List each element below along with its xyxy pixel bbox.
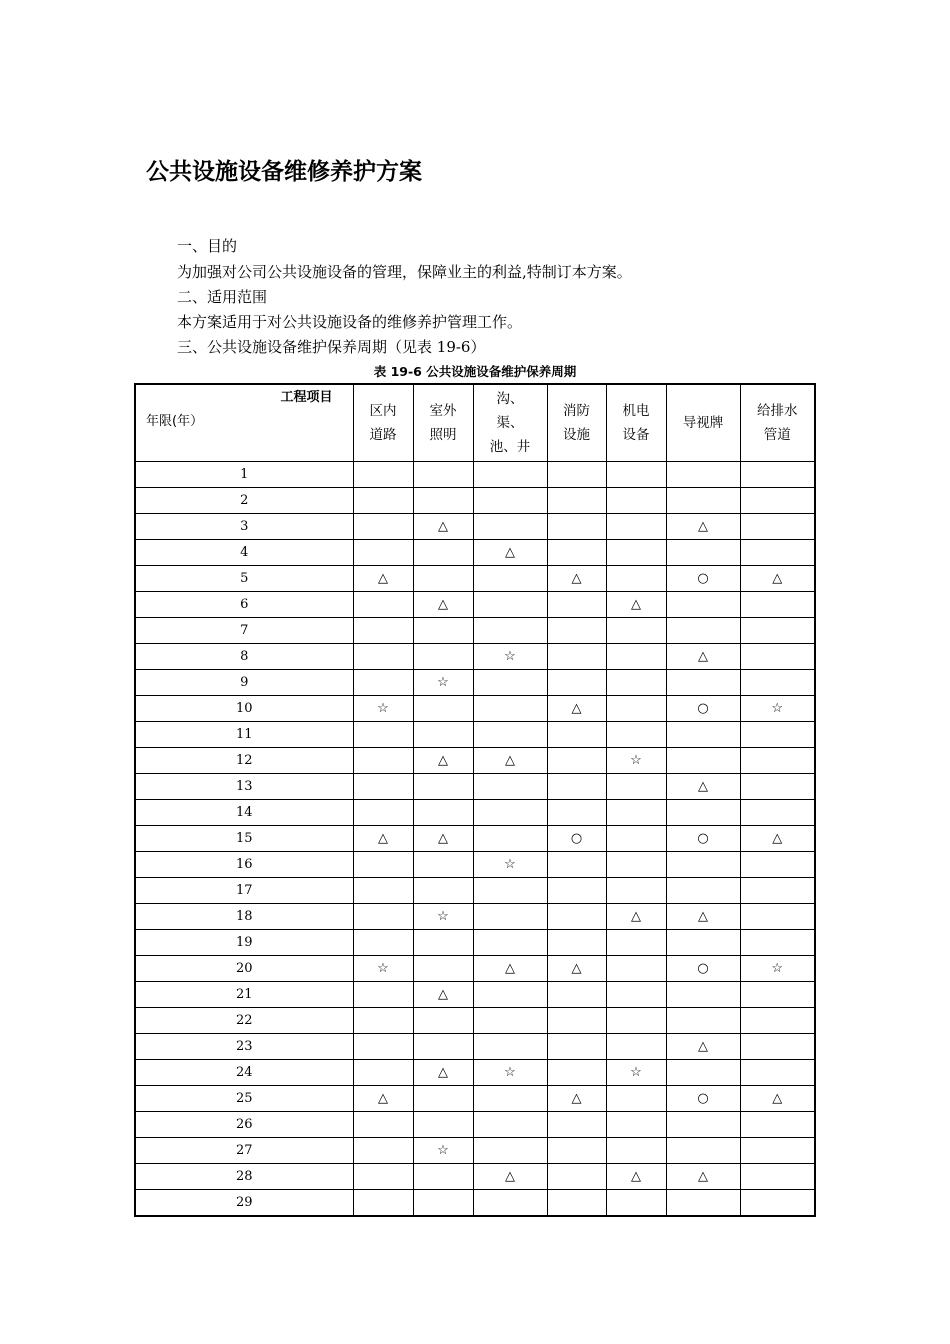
schedule-cell: ○ bbox=[666, 826, 740, 852]
scope-text: 本方案适用于对公共设施设备的维修养护管理工作。 bbox=[177, 313, 523, 331]
schedule-cell bbox=[473, 1190, 547, 1217]
schedule-cell bbox=[413, 1034, 473, 1060]
table-row bbox=[135, 956, 815, 982]
table-row bbox=[135, 644, 815, 670]
column-header-line: 渠、 bbox=[496, 415, 524, 431]
schedule-cell bbox=[547, 540, 606, 566]
year-cell: 19 bbox=[135, 930, 353, 956]
column-header bbox=[413, 384, 473, 462]
schedule-cell bbox=[606, 618, 666, 644]
schedule-cell bbox=[473, 1034, 547, 1060]
schedule-cell bbox=[740, 514, 815, 540]
schedule-cell: ☆ bbox=[353, 956, 413, 982]
schedule-cell bbox=[473, 488, 547, 514]
schedule-cell bbox=[666, 1190, 740, 1217]
schedule-cell: △ bbox=[547, 1086, 606, 1112]
table-row bbox=[135, 800, 815, 826]
schedule-cell bbox=[606, 670, 666, 696]
schedule-cell: ☆ bbox=[413, 904, 473, 930]
schedule-cell bbox=[473, 1138, 547, 1164]
schedule-cell bbox=[473, 592, 547, 618]
schedule-cell bbox=[413, 1164, 473, 1190]
schedule-cell bbox=[606, 540, 666, 566]
schedule-cell: △ bbox=[666, 514, 740, 540]
schedule-cell: ☆ bbox=[353, 696, 413, 722]
schedule-cell: ☆ bbox=[473, 1060, 547, 1086]
year-cell: 10 bbox=[135, 696, 353, 722]
schedule-cell bbox=[547, 514, 606, 540]
table-row bbox=[135, 1138, 815, 1164]
schedule-cell bbox=[666, 1138, 740, 1164]
schedule-cell bbox=[740, 592, 815, 618]
year-cell: 15 bbox=[135, 826, 353, 852]
schedule-cell bbox=[666, 670, 740, 696]
table-row bbox=[135, 670, 815, 696]
schedule-cell bbox=[606, 878, 666, 904]
section-heading-purpose: 一、目的 bbox=[177, 237, 238, 255]
schedule-cell: △ bbox=[740, 1086, 815, 1112]
schedule-cell bbox=[606, 982, 666, 1008]
schedule-cell bbox=[740, 748, 815, 774]
schedule-cell bbox=[740, 1034, 815, 1060]
schedule-cell: △ bbox=[740, 566, 815, 592]
schedule-cell bbox=[413, 722, 473, 748]
schedule-cell bbox=[606, 566, 666, 592]
schedule-cell bbox=[413, 774, 473, 800]
schedule-cell: △ bbox=[413, 826, 473, 852]
schedule-cell bbox=[547, 904, 606, 930]
schedule-cell bbox=[413, 566, 473, 592]
schedule-cell bbox=[666, 1112, 740, 1138]
schedule-cell bbox=[473, 566, 547, 592]
schedule-cell bbox=[547, 1008, 606, 1034]
schedule-cell bbox=[547, 852, 606, 878]
table-row bbox=[135, 1164, 815, 1190]
schedule-cell bbox=[413, 878, 473, 904]
year-cell: 23 bbox=[135, 1034, 353, 1060]
schedule-cell bbox=[606, 930, 666, 956]
corner-year-label: 年限(年） bbox=[146, 414, 204, 429]
column-header-line: 管道 bbox=[763, 427, 791, 443]
schedule-cell bbox=[473, 722, 547, 748]
schedule-cell bbox=[353, 904, 413, 930]
schedule-cell bbox=[740, 722, 815, 748]
schedule-cell bbox=[666, 618, 740, 644]
column-header-line: 沟、 bbox=[496, 391, 524, 407]
schedule-cell bbox=[547, 774, 606, 800]
schedule-cell bbox=[547, 1138, 606, 1164]
table-row bbox=[135, 878, 815, 904]
schedule-cell: △ bbox=[606, 1164, 666, 1190]
column-header-line: 池、井 bbox=[489, 439, 531, 455]
schedule-cell bbox=[606, 1112, 666, 1138]
table-row bbox=[135, 1112, 815, 1138]
table-row bbox=[135, 1060, 815, 1086]
schedule-cell: △ bbox=[473, 748, 547, 774]
table-row bbox=[135, 826, 815, 852]
schedule-cell bbox=[547, 1164, 606, 1190]
schedule-cell bbox=[740, 1164, 815, 1190]
year-cell: 12 bbox=[135, 748, 353, 774]
schedule-cell: ☆ bbox=[740, 696, 815, 722]
schedule-cell bbox=[606, 722, 666, 748]
year-cell: 14 bbox=[135, 800, 353, 826]
schedule-cell bbox=[666, 930, 740, 956]
schedule-cell bbox=[353, 488, 413, 514]
schedule-cell bbox=[740, 488, 815, 514]
schedule-cell bbox=[413, 956, 473, 982]
year-cell: 27 bbox=[135, 1138, 353, 1164]
schedule-cell bbox=[353, 1190, 413, 1217]
year-cell: 20 bbox=[135, 956, 353, 982]
schedule-cell bbox=[740, 1060, 815, 1086]
schedule-cell: ○ bbox=[547, 826, 606, 852]
schedule-cell bbox=[740, 644, 815, 670]
schedule-cell bbox=[740, 878, 815, 904]
schedule-cell bbox=[353, 748, 413, 774]
schedule-cell bbox=[606, 488, 666, 514]
schedule-cell bbox=[413, 1008, 473, 1034]
schedule-cell: △ bbox=[547, 696, 606, 722]
schedule-cell bbox=[606, 462, 666, 488]
schedule-cell bbox=[353, 1164, 413, 1190]
schedule-cell bbox=[473, 826, 547, 852]
schedule-cell bbox=[353, 930, 413, 956]
column-header-line: 设备 bbox=[622, 427, 650, 443]
table-row bbox=[135, 722, 815, 748]
year-cell: 2 bbox=[135, 488, 353, 514]
schedule-cell bbox=[740, 1008, 815, 1034]
table-row bbox=[135, 514, 815, 540]
schedule-cell: △ bbox=[413, 982, 473, 1008]
schedule-cell bbox=[547, 1034, 606, 1060]
schedule-cell bbox=[547, 800, 606, 826]
schedule-cell bbox=[353, 982, 413, 1008]
schedule-cell bbox=[606, 1008, 666, 1034]
schedule-cell bbox=[666, 1060, 740, 1086]
schedule-cell bbox=[666, 488, 740, 514]
column-header-line: 室外 bbox=[429, 403, 457, 419]
schedule-cell: △ bbox=[413, 514, 473, 540]
page-title: 公共设施设备维修养护方案 bbox=[146, 159, 422, 185]
schedule-cell bbox=[547, 1112, 606, 1138]
section-heading-cycle: 三、公共设施设备维护保养周期（见表 19-6） bbox=[177, 338, 486, 356]
year-cell: 5 bbox=[135, 566, 353, 592]
schedule-cell bbox=[413, 1112, 473, 1138]
table-row bbox=[135, 540, 815, 566]
schedule-cell bbox=[606, 826, 666, 852]
schedule-cell bbox=[413, 488, 473, 514]
schedule-cell: ☆ bbox=[473, 644, 547, 670]
column-header bbox=[353, 384, 413, 462]
column-header bbox=[666, 384, 740, 462]
table-header-row bbox=[135, 384, 815, 462]
schedule-cell bbox=[353, 1138, 413, 1164]
table-row bbox=[135, 566, 815, 592]
schedule-cell bbox=[740, 670, 815, 696]
schedule-cell bbox=[606, 1086, 666, 1112]
schedule-cell bbox=[740, 774, 815, 800]
column-header-line: 消防 bbox=[563, 403, 590, 419]
table-caption: 表 19-6 公共设施设备维护保养周期 bbox=[373, 364, 577, 379]
table-corner-header bbox=[135, 384, 353, 462]
schedule-cell bbox=[473, 1008, 547, 1034]
schedule-cell bbox=[606, 514, 666, 540]
schedule-cell bbox=[606, 1190, 666, 1217]
table-row bbox=[135, 1086, 815, 1112]
schedule-cell: △ bbox=[666, 1034, 740, 1060]
schedule-cell bbox=[547, 1190, 606, 1217]
schedule-cell: ☆ bbox=[606, 748, 666, 774]
schedule-cell bbox=[606, 696, 666, 722]
schedule-cell: ☆ bbox=[413, 1138, 473, 1164]
schedule-cell bbox=[547, 462, 606, 488]
maintenance-schedule-table bbox=[134, 383, 816, 1217]
schedule-cell bbox=[740, 852, 815, 878]
year-cell: 29 bbox=[135, 1190, 353, 1217]
schedule-cell bbox=[413, 618, 473, 644]
year-cell: 22 bbox=[135, 1008, 353, 1034]
table-row bbox=[135, 618, 815, 644]
schedule-cell bbox=[413, 1086, 473, 1112]
schedule-cell bbox=[413, 800, 473, 826]
table-row bbox=[135, 1190, 815, 1217]
column-header-line: 照明 bbox=[429, 427, 457, 443]
schedule-cell: △ bbox=[473, 540, 547, 566]
year-cell: 6 bbox=[135, 592, 353, 618]
schedule-cell bbox=[473, 618, 547, 644]
schedule-cell bbox=[353, 800, 413, 826]
schedule-cell: △ bbox=[413, 748, 473, 774]
column-header bbox=[547, 384, 606, 462]
schedule-cell: △ bbox=[353, 826, 413, 852]
schedule-cell: △ bbox=[547, 956, 606, 982]
schedule-cell bbox=[666, 592, 740, 618]
table-row bbox=[135, 1008, 815, 1034]
schedule-cell bbox=[666, 878, 740, 904]
year-cell: 17 bbox=[135, 878, 353, 904]
column-header-line: 设施 bbox=[563, 427, 590, 443]
schedule-cell: △ bbox=[666, 904, 740, 930]
column-header-line: 道路 bbox=[369, 427, 397, 443]
schedule-cell bbox=[473, 800, 547, 826]
table-row bbox=[135, 852, 815, 878]
schedule-cell bbox=[547, 930, 606, 956]
schedule-cell: △ bbox=[473, 956, 547, 982]
column-header-line: 机电 bbox=[622, 403, 650, 419]
schedule-cell bbox=[413, 462, 473, 488]
schedule-cell: △ bbox=[353, 566, 413, 592]
year-cell: 18 bbox=[135, 904, 353, 930]
schedule-cell bbox=[666, 982, 740, 1008]
year-cell: 1 bbox=[135, 462, 353, 488]
schedule-cell bbox=[740, 618, 815, 644]
schedule-cell bbox=[353, 514, 413, 540]
schedule-cell bbox=[473, 878, 547, 904]
schedule-cell bbox=[666, 800, 740, 826]
schedule-cell bbox=[740, 462, 815, 488]
schedule-cell bbox=[353, 878, 413, 904]
schedule-cell bbox=[353, 592, 413, 618]
schedule-cell bbox=[353, 644, 413, 670]
schedule-cell: ☆ bbox=[413, 670, 473, 696]
schedule-cell: △ bbox=[606, 904, 666, 930]
year-cell: 8 bbox=[135, 644, 353, 670]
year-cell: 21 bbox=[135, 982, 353, 1008]
year-cell: 4 bbox=[135, 540, 353, 566]
corner-project-label: 工程项目 bbox=[280, 390, 333, 405]
schedule-cell: △ bbox=[666, 1164, 740, 1190]
year-cell: 13 bbox=[135, 774, 353, 800]
schedule-cell bbox=[666, 722, 740, 748]
schedule-cell bbox=[353, 540, 413, 566]
year-cell: 7 bbox=[135, 618, 353, 644]
year-cell: 25 bbox=[135, 1086, 353, 1112]
schedule-cell bbox=[740, 1112, 815, 1138]
schedule-cell bbox=[547, 878, 606, 904]
schedule-cell: ○ bbox=[666, 956, 740, 982]
purpose-text: 为加强对公司公共设施设备的管理，保障业主的利益,特制订本方案。 bbox=[177, 263, 632, 281]
schedule-cell bbox=[353, 852, 413, 878]
schedule-cell bbox=[666, 540, 740, 566]
schedule-cell bbox=[473, 696, 547, 722]
column-header bbox=[606, 384, 666, 462]
schedule-cell bbox=[547, 722, 606, 748]
schedule-cell: △ bbox=[353, 1086, 413, 1112]
schedule-cell: △ bbox=[413, 592, 473, 618]
schedule-cell: ○ bbox=[666, 696, 740, 722]
schedule-cell bbox=[353, 1034, 413, 1060]
table-row bbox=[135, 696, 815, 722]
year-cell: 11 bbox=[135, 722, 353, 748]
schedule-cell bbox=[473, 930, 547, 956]
schedule-cell bbox=[666, 462, 740, 488]
column-header-line: 给排水 bbox=[757, 403, 798, 419]
schedule-cell: ☆ bbox=[740, 956, 815, 982]
year-cell: 24 bbox=[135, 1060, 353, 1086]
schedule-cell bbox=[353, 618, 413, 644]
schedule-cell: △ bbox=[740, 826, 815, 852]
table-body bbox=[135, 462, 815, 1217]
year-cell: 9 bbox=[135, 670, 353, 696]
schedule-cell bbox=[413, 540, 473, 566]
schedule-cell: △ bbox=[473, 1164, 547, 1190]
schedule-cell bbox=[606, 852, 666, 878]
schedule-cell: △ bbox=[606, 592, 666, 618]
schedule-cell bbox=[606, 1034, 666, 1060]
year-cell: 26 bbox=[135, 1112, 353, 1138]
schedule-cell bbox=[547, 670, 606, 696]
schedule-cell: △ bbox=[666, 644, 740, 670]
schedule-cell bbox=[353, 1060, 413, 1086]
schedule-cell bbox=[606, 956, 666, 982]
schedule-cell: △ bbox=[666, 774, 740, 800]
schedule-cell bbox=[353, 462, 413, 488]
schedule-cell: ☆ bbox=[606, 1060, 666, 1086]
table-row bbox=[135, 488, 815, 514]
table-row bbox=[135, 774, 815, 800]
schedule-cell: ○ bbox=[666, 1086, 740, 1112]
table-row bbox=[135, 748, 815, 774]
table-row bbox=[135, 592, 815, 618]
schedule-cell: ○ bbox=[666, 566, 740, 592]
schedule-cell bbox=[353, 1008, 413, 1034]
schedule-cell: ☆ bbox=[473, 852, 547, 878]
schedule-cell bbox=[413, 1190, 473, 1217]
schedule-cell bbox=[547, 1060, 606, 1086]
schedule-cell bbox=[606, 644, 666, 670]
schedule-cell bbox=[740, 904, 815, 930]
table-row bbox=[135, 930, 815, 956]
schedule-cell bbox=[473, 1086, 547, 1112]
schedule-cell bbox=[740, 930, 815, 956]
schedule-cell bbox=[413, 852, 473, 878]
schedule-cell bbox=[473, 1112, 547, 1138]
table-row bbox=[135, 462, 815, 488]
schedule-cell bbox=[606, 800, 666, 826]
schedule-cell bbox=[413, 644, 473, 670]
schedule-cell bbox=[413, 696, 473, 722]
column-header bbox=[473, 384, 547, 462]
column-header-line: 导视牌 bbox=[682, 415, 724, 431]
schedule-cell bbox=[473, 982, 547, 1008]
year-cell: 16 bbox=[135, 852, 353, 878]
schedule-cell bbox=[473, 670, 547, 696]
schedule-cell bbox=[666, 1008, 740, 1034]
table-row bbox=[135, 1034, 815, 1060]
schedule-cell bbox=[473, 904, 547, 930]
year-cell: 3 bbox=[135, 514, 353, 540]
schedule-cell bbox=[606, 774, 666, 800]
schedule-cell bbox=[740, 1138, 815, 1164]
schedule-cell bbox=[666, 748, 740, 774]
schedule-cell bbox=[547, 618, 606, 644]
schedule-cell bbox=[353, 1112, 413, 1138]
schedule-cell bbox=[547, 644, 606, 670]
column-header bbox=[740, 384, 815, 462]
column-header-line: 区内 bbox=[369, 403, 397, 419]
section-heading-scope: 二、适用范围 bbox=[177, 288, 268, 306]
schedule-cell bbox=[473, 462, 547, 488]
schedule-cell bbox=[413, 930, 473, 956]
schedule-cell bbox=[740, 540, 815, 566]
table-row bbox=[135, 904, 815, 930]
schedule-cell bbox=[547, 982, 606, 1008]
schedule-cell bbox=[547, 488, 606, 514]
schedule-cell bbox=[740, 1190, 815, 1217]
year-cell: 28 bbox=[135, 1164, 353, 1190]
table-row bbox=[135, 982, 815, 1008]
schedule-cell bbox=[740, 800, 815, 826]
schedule-cell bbox=[666, 852, 740, 878]
schedule-cell bbox=[473, 774, 547, 800]
schedule-cell bbox=[547, 592, 606, 618]
schedule-cell: △ bbox=[413, 1060, 473, 1086]
schedule-cell bbox=[740, 982, 815, 1008]
schedule-cell bbox=[547, 748, 606, 774]
schedule-cell bbox=[353, 774, 413, 800]
schedule-cell bbox=[353, 722, 413, 748]
schedule-cell bbox=[473, 514, 547, 540]
schedule-cell bbox=[353, 670, 413, 696]
schedule-cell: △ bbox=[547, 566, 606, 592]
schedule-cell bbox=[606, 1138, 666, 1164]
